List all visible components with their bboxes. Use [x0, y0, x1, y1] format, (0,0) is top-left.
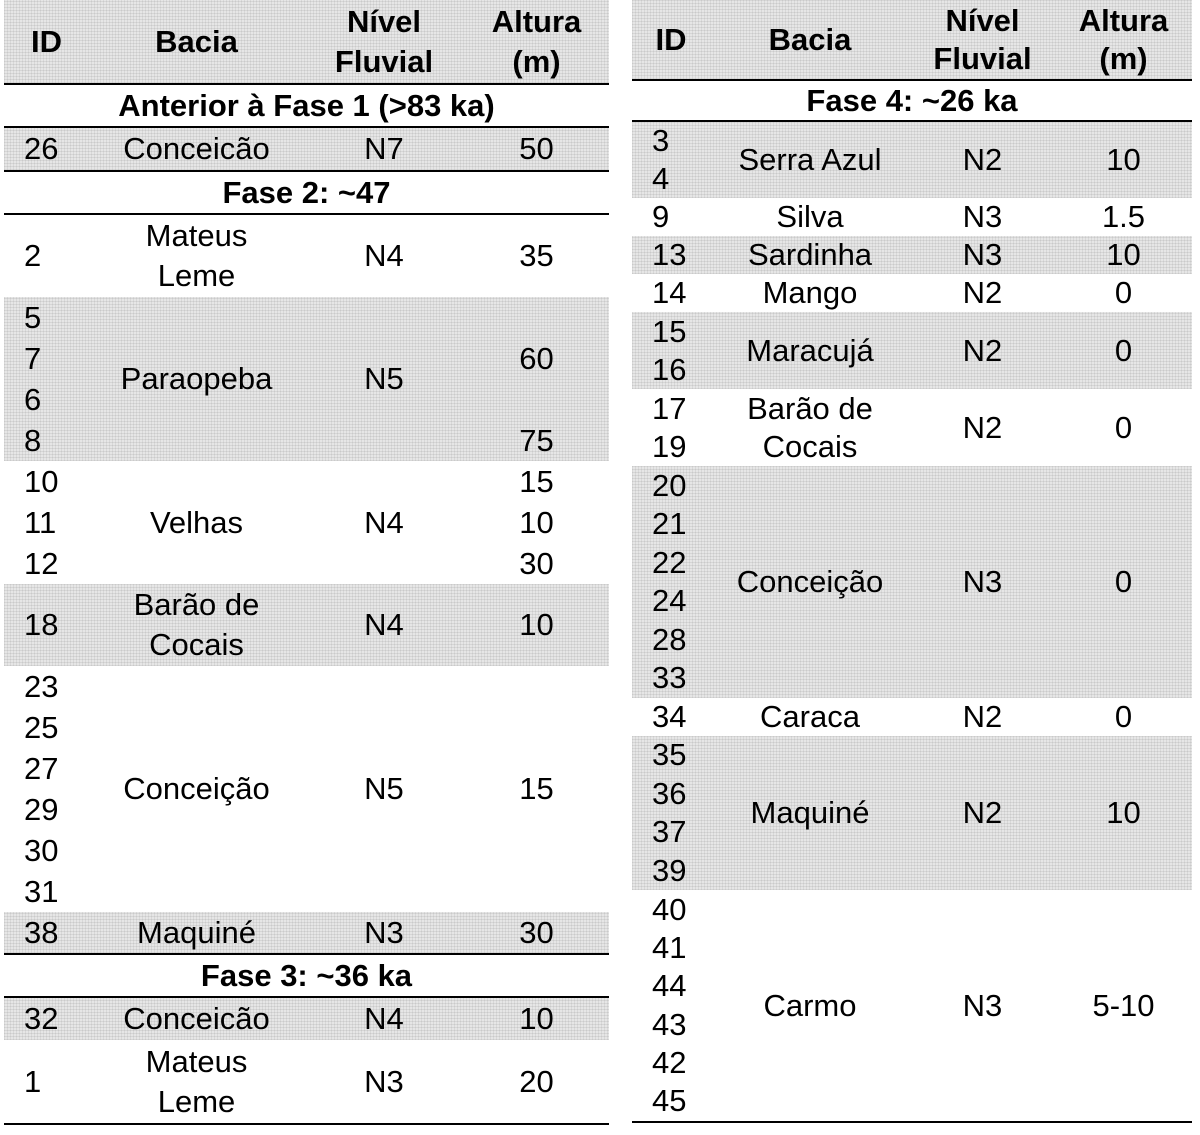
cell-nivel: N3: [962, 987, 1003, 1023]
table-row: [632, 274, 1192, 312]
cell-nivel: N3: [962, 199, 1003, 234]
cell-altura: 10: [1106, 795, 1141, 830]
cell-altura: 0: [1114, 409, 1133, 445]
table-row: [632, 389, 1192, 466]
cell-altura: 0: [1114, 275, 1133, 310]
table-row: [4, 998, 609, 1040]
phase-4: Fase 4: ~26 ka: [632, 81, 1192, 122]
cell-nivel: N4: [364, 238, 404, 273]
table-row: [632, 698, 1192, 736]
header-id: ID: [31, 23, 62, 59]
cell-nivel: N3: [962, 564, 1003, 599]
cell-nivel: N4: [364, 607, 404, 642]
cell-altura: 10: [519, 607, 554, 642]
cell-id: 14: [652, 275, 687, 310]
cell-bacia: Serra Azul: [738, 142, 882, 177]
table-row: [4, 666, 609, 912]
table-row: [4, 1040, 609, 1125]
cell-altura: 5-10: [1092, 987, 1155, 1023]
cell-bacia: Maquiné: [137, 914, 256, 950]
cell-nivel: N2: [962, 795, 1003, 830]
cell-altura: 30: [519, 914, 554, 950]
cell-nivel: N2: [962, 332, 1003, 368]
table-row: [4, 128, 609, 172]
cell-bacia: Sardinha: [747, 237, 873, 272]
header-nivel: Nível Fluvial: [334, 3, 434, 79]
cell-nivel: N7: [364, 131, 404, 166]
cell-altura: 35: [519, 238, 554, 273]
cell-bacia: Barão de Cocais: [133, 587, 260, 662]
table-left: [4, 0, 609, 1125]
cell-bacia: Conceição: [736, 564, 884, 599]
cell-bacia: Mateus Leme: [145, 1043, 248, 1119]
phase-anterior: Anterior à Fase 1 (>83 ka): [4, 85, 609, 128]
cell-id: 34: [652, 699, 687, 734]
cell-nivel: N3: [962, 237, 1003, 272]
phase-3: Fase 3: ~36 ka: [4, 955, 609, 998]
cell-altura: 0: [1114, 564, 1133, 599]
cell-bacia: Barão de Cocais: [747, 390, 873, 464]
cell-bacia: Carmo: [763, 987, 857, 1023]
table-row: [4, 297, 609, 461]
cell-id: 20 21 22 24 28 33: [652, 467, 687, 695]
cell-altura: 0: [1114, 699, 1133, 734]
header-row: [632, 0, 1192, 81]
cell-nivel: N2: [962, 409, 1003, 445]
cell-id: 2: [24, 238, 42, 273]
table-row: [632, 122, 1192, 198]
table-row: [4, 461, 609, 584]
header-id: ID: [655, 21, 687, 57]
cell-nivel: N3: [364, 1063, 404, 1099]
cell-nivel: N3: [364, 914, 404, 950]
cell-bacia: Caraca: [760, 699, 860, 734]
cell-id: 9: [652, 199, 670, 234]
header-bacia: Bacia: [768, 21, 852, 57]
cell-altura: 15 10 30: [519, 464, 554, 581]
cell-altura: 20: [519, 1063, 554, 1099]
cell-nivel: N4: [364, 504, 404, 540]
table-row: [632, 236, 1192, 274]
table-right: [632, 0, 1192, 1123]
cell-altura: 10: [1106, 237, 1141, 272]
cell-id: 18: [24, 607, 59, 642]
table-row: [632, 198, 1192, 236]
table-row: [632, 736, 1192, 890]
cell-altura: 15: [519, 771, 554, 806]
header-altura: Altura (m): [491, 3, 582, 79]
cell-altura: 0: [1114, 332, 1133, 368]
cell-altura: 60 75: [519, 341, 554, 458]
phase-2: Fase 2: ~47: [4, 172, 609, 215]
cell-nivel: N2: [962, 275, 1003, 310]
table-row: [4, 584, 609, 666]
table-row: [4, 912, 609, 955]
cell-nivel: N5: [364, 361, 404, 396]
cell-id: 40 41 44 43 42 45: [652, 891, 687, 1119]
header-bacia: Bacia: [155, 23, 238, 59]
cell-bacia: Maquiné: [750, 795, 870, 830]
cell-bacia: Maracujá: [746, 332, 874, 368]
cell-bacia: Silva: [776, 199, 844, 234]
cell-id: 1: [24, 1063, 42, 1099]
cell-nivel: N2: [962, 699, 1003, 734]
cell-id: 35 36 37 39: [652, 737, 687, 888]
cell-bacia: Mango: [762, 275, 858, 310]
cell-id: 5 7 6 8: [24, 300, 42, 458]
cell-bacia: Paraopeba: [120, 361, 273, 396]
cell-id: 38: [24, 914, 59, 950]
table-row: [632, 466, 1192, 698]
table-row: [632, 312, 1192, 389]
cell-id: 26: [24, 131, 59, 166]
cell-altura: 10: [519, 1001, 554, 1036]
cell-id: 32: [24, 1001, 59, 1036]
header-row: [4, 0, 609, 85]
cell-id: 15 16: [652, 313, 687, 387]
cell-id: 23 25 27 29 30 31: [24, 669, 59, 909]
cell-id: 13: [652, 237, 687, 272]
header-altura: Altura (m): [1078, 2, 1169, 76]
cell-nivel: N4: [364, 1001, 404, 1036]
table-row: [632, 890, 1192, 1123]
cell-nivel: N5: [364, 771, 404, 806]
cell-altura: 50: [519, 131, 554, 166]
cell-altura: 1.5: [1101, 199, 1146, 234]
cell-bacia: Conceição: [123, 771, 270, 806]
cell-bacia: Conceicão: [123, 1001, 270, 1036]
cell-bacia: Mateus Leme: [145, 218, 248, 293]
cell-altura: 10: [1106, 142, 1141, 177]
header-nivel: Nível Fluvial: [933, 2, 1032, 76]
cell-id: 17 19: [652, 390, 687, 464]
cell-bacia: Conceicão: [123, 131, 270, 166]
cell-id: 10 11 12: [24, 464, 59, 581]
cell-bacia: Velhas: [149, 504, 244, 540]
cell-id: 3 4: [652, 123, 670, 196]
cell-nivel: N2: [962, 142, 1003, 177]
table-row: [4, 215, 609, 297]
